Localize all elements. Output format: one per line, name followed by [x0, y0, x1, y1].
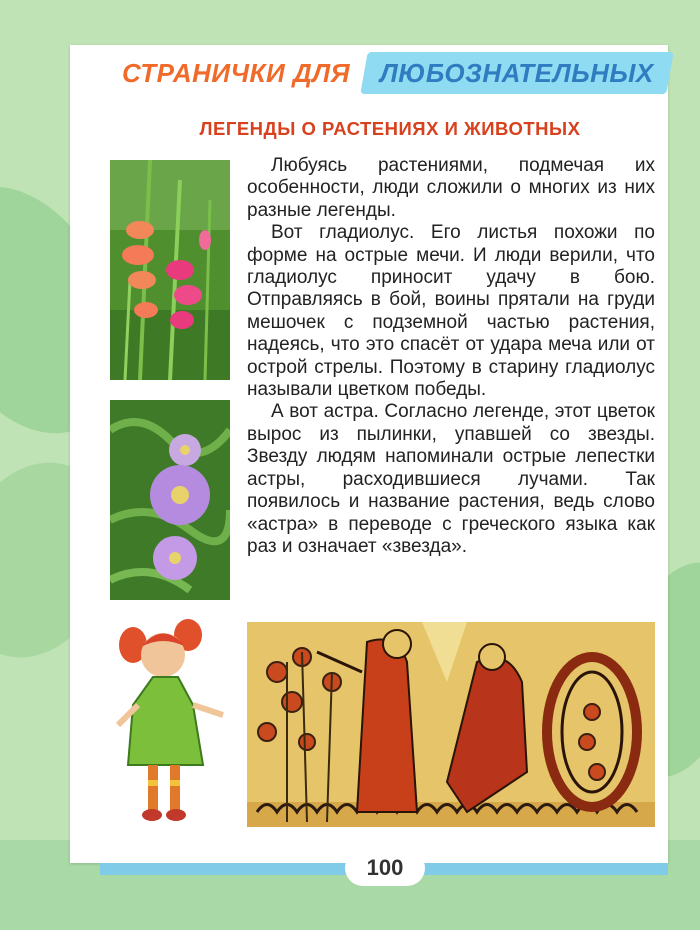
gladiolus-photo [110, 160, 230, 380]
section-banner [108, 52, 670, 94]
page-number: 100 [345, 850, 425, 886]
banner-right-text: ЛЮБОЗНАТЕЛЬНЫХ [380, 57, 654, 88]
ancient-painting [247, 622, 655, 827]
aster-photo [110, 400, 230, 600]
banner-right-box [360, 52, 673, 94]
paragraph: Любуясь растениями, подмечая их особенности, люди сложили о многих из них разные легенды. [247, 155, 655, 221]
paragraph: Вот гладиолус. Его листья похожи по форме на острые мечи. И люди верили, что гладиолус приносит удачу в бою. Отправляясь в бой, воины прятали на груди мешочек с подземной частью растения, надеясь, что это спасёт от удара меча или от острой стрелы. Поэтому в старину гладиолус называли цветком победы. [247, 222, 655, 401]
page-title: ЛЕГЕНДЫ О РАСТЕНИЯХ И ЖИВОТНЫХ [199, 118, 581, 139]
girl-illustration [108, 615, 233, 830]
legend-text [247, 155, 655, 558]
banner-left-text: СТРАНИЧКИ ДЛЯ [122, 57, 351, 88]
paragraph: А вот астра. Согласно легенде, этот цветок вырос из пылинки, упавшей со звезды. Звезду людям напоминали острые лепестки астры, расходившиеся лучами. Так появилось и название растения, ведь слово «астра» в переводе с греческого языка как раз и означает «звезда». [247, 401, 655, 557]
